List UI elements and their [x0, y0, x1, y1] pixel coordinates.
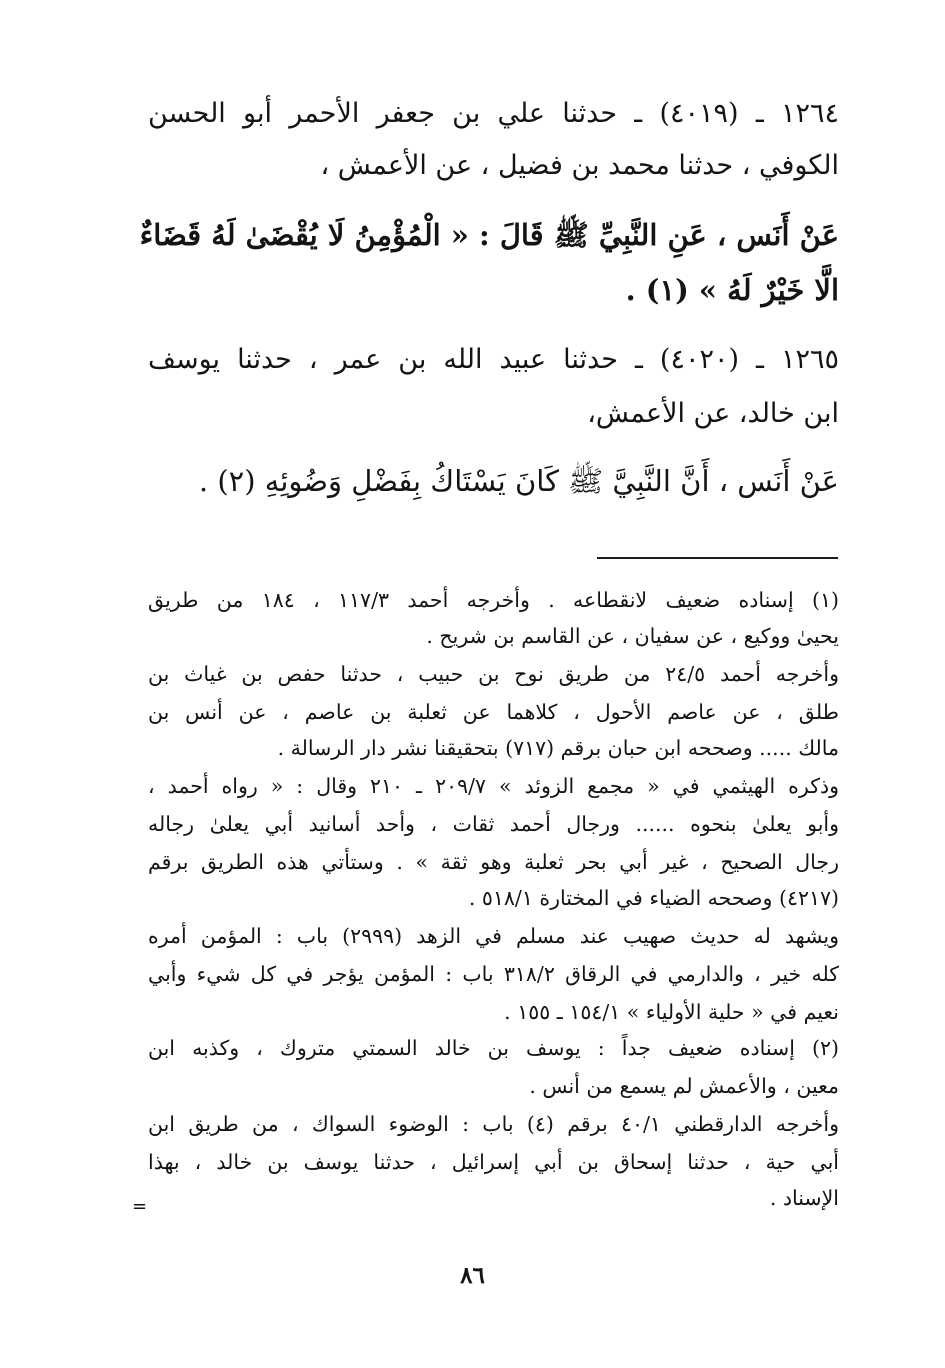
footnote-line: (١) إسناده ضعيف لانقطاعه . وأخرجه أحمد ١١٧/٣ ، ١٨٤ من طريق [148, 588, 839, 612]
footnote-line: ويشهد له حديث صهيب عند مسلم في الزهد (٢٩٩٩) باب : المؤمن أمره [148, 924, 840, 948]
footnote-line: وأبو يعلىٰ بنحوه ...... ورجال أحمد ثقات ، وأحد أسانيد أبي يعلىٰ رجاله [148, 812, 839, 836]
footnote-line: وأخرجه الدارقطني ٤٠/١ برقم (٤) باب : الوضوء السواك ، من طريق ابن [148, 1112, 839, 1136]
footnote-line: (٤٢١٧) وصححه الضياء في المختارة ٥١٨/١ . [468, 886, 839, 910]
entry-1264-isnad-line-2: الكوفي ، حدثنا محمد بن فضيل ، عن الأعمش ، [320, 150, 839, 181]
entry-1265-isnad-line-2: ابن خالد، عن الأعمش، [587, 398, 839, 429]
footnote-line: وأخرجه أحمد ٢٤/٥ من طريق نوح بن حبيب ، حدثنا حفص بن غياث بن [148, 662, 839, 686]
footnote-line: نعيم في « حلية الأولياء » ١٥٤/١ ـ ١٥٥ . [504, 1000, 839, 1024]
footnote-line: (٢) إسناده ضعيف جداً : يوسف بن خالد السمتي متروك ، وكذبه ابن [148, 1036, 839, 1060]
entry-1264-hadith-text-2: الَّا خَيْرٌ لَهُ » (١) . [625, 273, 839, 307]
entry-1264-hadith-line-1 [139, 218, 839, 260]
footnote-line: الإسناد . [769, 1186, 839, 1210]
entry-1264-isnad-line-1: ١٢٦٤ ـ (٤٠١٩) ـ حدثنا علي بن جعفر الأحمر أبو الحسن [148, 98, 840, 129]
footnote-line: أبي حية ، حدثنا إسحاق بن أبي إسرائيل ، حدثنا يوسف بن خالد ، بهذا [148, 1150, 839, 1174]
footnote-line: رجال الصحيح ، غير أبي بحر ثعلبة وهو ثقة » . وستأتي هذه الطريق برقم [148, 850, 839, 874]
entry-1265-hadith-line-1: عَنْ أَنَس ، أَنَّ النَّبِيَّ ﷺ كَانَ يَسْتَاكُ بِفَضْلِ وَضُوئِهِ (٢) . [198, 464, 839, 498]
entry-1265-isnad-line-1: ١٢٦٥ ـ (٤٠٢٠) ـ حدثنا عبيد الله بن عمر ، حدثنا يوسف [148, 344, 840, 375]
entry-1264-hadith-text-1: عَنْ أَنَس ، عَنِ النَّبِيِّ ﷺ قَالَ : « الْمُؤْمِنُ لَا يُقْضَىٰ لَهُ قَضَاءٌ [139, 218, 839, 252]
footnote-line: يحيىٰ ووكيع ، عن سفيان ، عن القاسم بن شريح . [426, 624, 839, 648]
entry-1264-hadith-line-2 [626, 273, 839, 307]
footnote-separator [597, 557, 838, 559]
footnote-line: مالك ..... وصححه ابن حبان برقم (٧١٧) بتحقيقنا نشر دار الرسالة . [277, 736, 839, 760]
footnote-line: وذكره الهيثمي في « مجمع الزوئد » ٢٠٩/٧ ـ ٢١٠ وقال : « رواه أحمد ، [148, 774, 840, 798]
footnote-line: معين ، والأعمش لم يسمع من أنس . [529, 1074, 839, 1098]
page-number: ٨٦ [460, 1262, 485, 1289]
continuation-mark: = [132, 1196, 148, 1217]
footnote-line: كله خير ، والدارمي في الرقاق ٣١٨/٢ باب : المؤمن يؤجر في كل شيء وأبي [148, 962, 840, 986]
footnote-line: طلق ، عن عاصم الأحول ، كلاهما عن ثعلبة بن عاصم ، عن أنس بن [148, 700, 839, 724]
